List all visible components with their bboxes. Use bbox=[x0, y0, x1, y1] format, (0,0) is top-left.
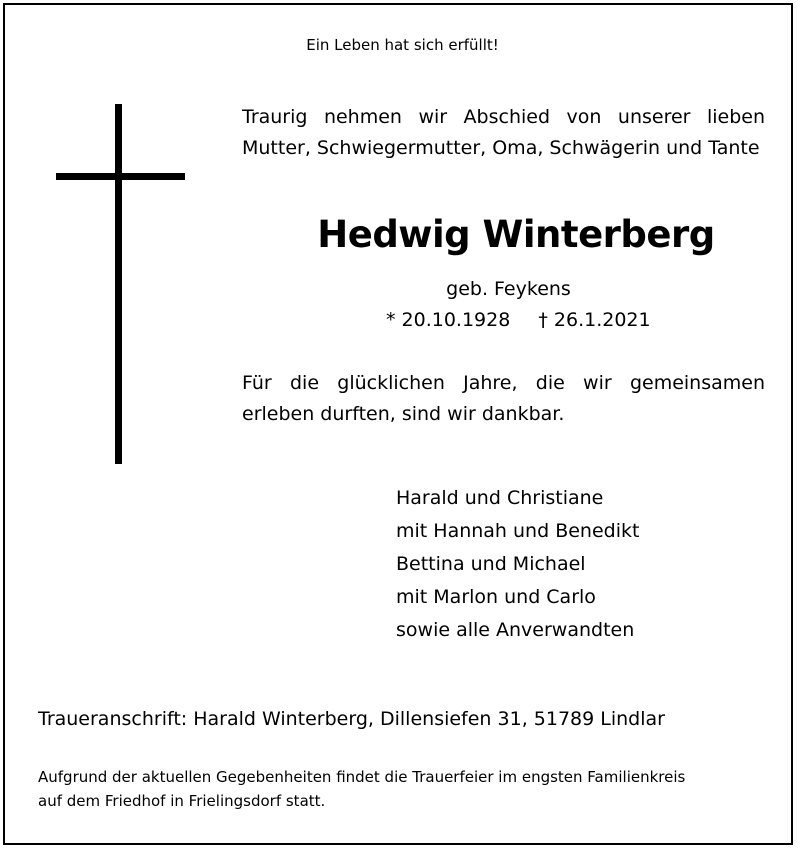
intro-line-2: Mutter, Schwiegermutter, Oma, Schwägerin und Tante bbox=[242, 137, 760, 159]
family-member: sowie alle Anverwandten bbox=[396, 619, 635, 641]
notice-line-2: auf dem Friedhof in Frielingsdorf statt. bbox=[38, 792, 326, 810]
maiden-name: geb. Feykens bbox=[446, 278, 571, 300]
cross-icon bbox=[115, 104, 122, 464]
motto: Ein Leben hat sich erfüllt! bbox=[306, 36, 499, 54]
funeral-notice bbox=[38, 765, 768, 813]
death-date: † 26.1.2021 bbox=[538, 309, 651, 331]
thanks-line-1: Für die glücklichen Jahre, die wir gemeinsamen bbox=[242, 372, 765, 394]
notice-line-1: Aufgrund der aktuellen Gegebenheiten findet die Trauerfeier im engsten Familienkreis bbox=[38, 768, 686, 786]
life-dates bbox=[386, 309, 651, 331]
deceased-name: Hedwig Winterberg bbox=[317, 213, 715, 256]
family-member: Bettina und Michael bbox=[396, 553, 586, 575]
family-member: Harald und Christiane bbox=[396, 487, 604, 509]
birth-date: * 20.10.1928 bbox=[386, 309, 511, 331]
thanks-line-2: erleben durften, sind wir dankbar. bbox=[242, 403, 565, 425]
intro-line-1: Traurig nehmen wir Abschied von unserer lieben bbox=[242, 106, 765, 128]
thanks-text bbox=[242, 368, 765, 430]
mourning-address: Traueranschrift: Harald Winterberg, Dillensiefen 31, 51789 Lindlar bbox=[38, 708, 665, 730]
family-list bbox=[396, 482, 639, 647]
family-member: mit Marlon und Carlo bbox=[396, 586, 596, 608]
cross-icon-bar bbox=[56, 173, 185, 180]
family-member: mit Hannah und Benedikt bbox=[396, 520, 640, 542]
intro-text bbox=[242, 102, 765, 164]
